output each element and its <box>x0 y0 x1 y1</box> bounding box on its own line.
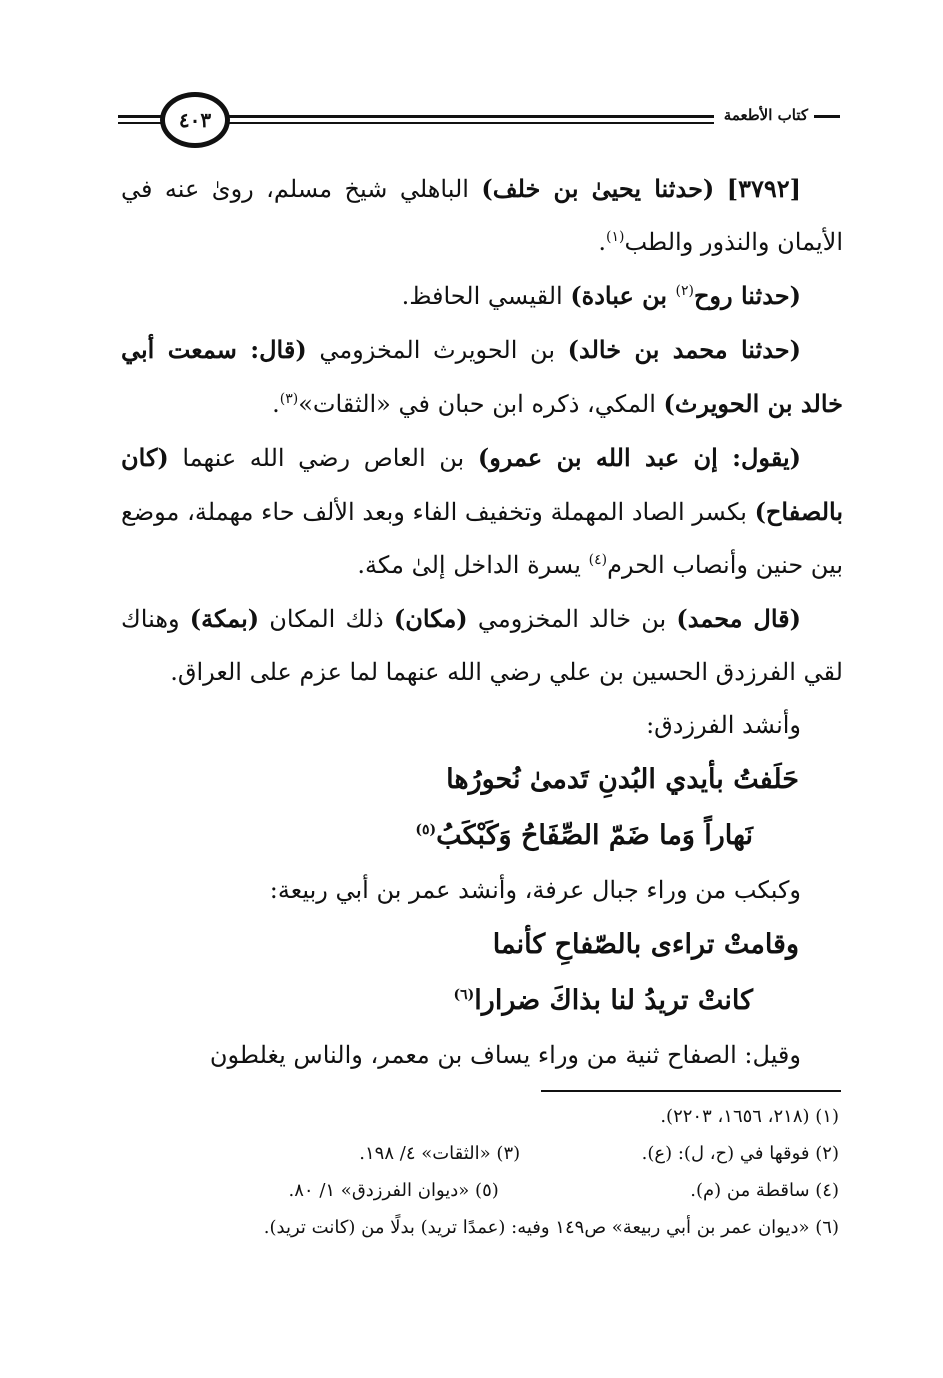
footnote-divider <box>541 1090 841 1092</box>
verse-text: كانتْ تريدُ لنا بذاكَ ضرارا <box>474 985 753 1016</box>
paragraph-4 <box>121 431 843 592</box>
footnote-text: ساقطة من (م). <box>690 1180 810 1201</box>
verse-2-line-2 <box>121 973 843 1029</box>
narrator-bold: بن عبادة) <box>570 281 676 310</box>
footnote-number: (٤) <box>815 1180 839 1201</box>
paragraph-text: الباهلي شيخ مسلم، روىٰ عنه في الأيمان والنذور والطب <box>121 175 843 256</box>
paragraph-7: وكبكب من وراء جبال عرفة، وأنشد عمر بن أبي ربيعة: <box>269 876 801 904</box>
footnote-number: (٥) <box>475 1180 499 1201</box>
hadith-number: [٣٧٩٢] <box>726 174 801 203</box>
footnote-text: «ديوان عمر بن أبي ربيعة» ص١٤٩ وفيه: (عمدًا تريد) بدلًا من (كانت تريد). <box>263 1217 810 1238</box>
narrator-bold: (قال محمد) <box>676 604 801 633</box>
paragraph-text: بكسر الصاد المهملة وتخفيف الفاء وبعد الألف حاء مهملة، موضع بين حنين وأنصاب الحرم <box>121 498 843 579</box>
narrator-bold: (حدثنا محمد بن خالد) <box>567 335 801 364</box>
narrator-bold: (كان بالصفاح) <box>121 443 843 526</box>
footnote-2-3 <box>119 1135 839 1172</box>
footnote-ref-3: (٣) <box>279 391 299 407</box>
page-number-badge <box>160 92 230 148</box>
footnote-number: (٣) <box>496 1143 521 1164</box>
paragraph-5 <box>121 592 843 699</box>
footnote-ref-6: (٦) <box>453 987 475 1003</box>
paragraph-1: [٣٧٩٢] (حدثنا يحيىٰ بن خلف) الباهلي شيخ مسلم، روىٰ عنه في الأيمان والنذور والطب$^{(١)}$. <box>121 174 843 256</box>
paragraph-text: بن خالد المخزومي <box>467 605 677 633</box>
narrator-bold: (بمكة) <box>189 604 260 633</box>
book-title: كتاب الأطعمة <box>714 100 846 130</box>
footnote-4-5 <box>119 1172 839 1209</box>
narrator-bold: (مكان) <box>393 604 468 633</box>
paragraph-6: وأنشد الفرزدق: <box>646 711 801 739</box>
paragraph-3: (حدثنا محمد بن خالد) بن الحويرث المخزومي (قال: سمعت أبي خالد بن الحويرث) المكي، ذكره ابن حبان في «الثقات»$^{(٣)}$. <box>121 335 843 418</box>
footnote-ref-2: (٢) <box>675 283 694 299</box>
footnote-number: (٢) <box>815 1143 839 1164</box>
footnote-text: «الثقات» ٤/ ١٩٨. <box>359 1143 491 1164</box>
paragraph-text: بن العاص رضي الله عنهما <box>168 444 478 472</box>
footnote-1 <box>119 1098 839 1135</box>
footnote-ref-1: (١) <box>606 229 625 245</box>
verse-text: نَهاراً وَما ضَمّ الصِّفَاحُ وَكَبْكَبُ <box>436 820 753 851</box>
narrator-bold: (قال: سمعت أبي خالد بن الحويرث) <box>121 335 843 418</box>
paragraph-text: المكي، ذكره ابن حبان في «الثقات» <box>298 390 664 418</box>
footnote-ref-5: (٥) <box>415 822 437 838</box>
paragraph-text: القيسي الحافظ. <box>401 282 571 310</box>
narrator-bold: (حدثنا يحيىٰ بن خلف) <box>481 174 715 203</box>
footnote-6 <box>119 1209 839 1246</box>
paragraph-text: بن الحويرث المخزومي <box>306 336 568 364</box>
main-text <box>121 162 843 1082</box>
footnote-text: «ديوان الفرزدق» ١/ ٨٠. <box>288 1180 470 1201</box>
paragraph-2 <box>121 269 843 323</box>
paragraph-text: يسرة الداخل إلىٰ مكة. <box>357 551 589 579</box>
footnote-number: (١) <box>815 1106 839 1127</box>
verse-1-line-1: حَلَفتُ بأيدي البُدنِ تَدمىٰ نُحورُها <box>446 764 799 795</box>
narrator-bold: (حدثنا روح <box>693 281 801 310</box>
verse-1-line-2 <box>121 808 843 864</box>
narrator-bold: (يقول: إن عبد الله بن عمرو) <box>477 443 802 472</box>
footnote-ref-4: (٤) <box>588 552 608 568</box>
paragraph-text: ذلك المكان <box>259 605 394 633</box>
paragraph-8: وقيل: الصفاح ثنية من وراء يساف بن معمر، والناس يغلطون <box>209 1041 801 1069</box>
footnote-text: فوقها في (ح، ل): (ع). <box>641 1143 810 1164</box>
page-header <box>118 88 846 158</box>
footnote-number: (٦) <box>815 1217 839 1238</box>
paragraph-text: وهناك لقي الفرزدق الحسين بن علي رضي الله عنهما لما عزم على العراق. <box>121 605 843 686</box>
footnote-text: (٢١٨، ١٦٥٦، ٢٢٠٣). <box>660 1106 810 1127</box>
footnotes <box>119 1098 839 1246</box>
page-number: ٤٠٣ <box>178 108 212 132</box>
verse-2-line-1: وقامتْ تراءى بالصّفاحِ كأنما <box>492 929 799 960</box>
